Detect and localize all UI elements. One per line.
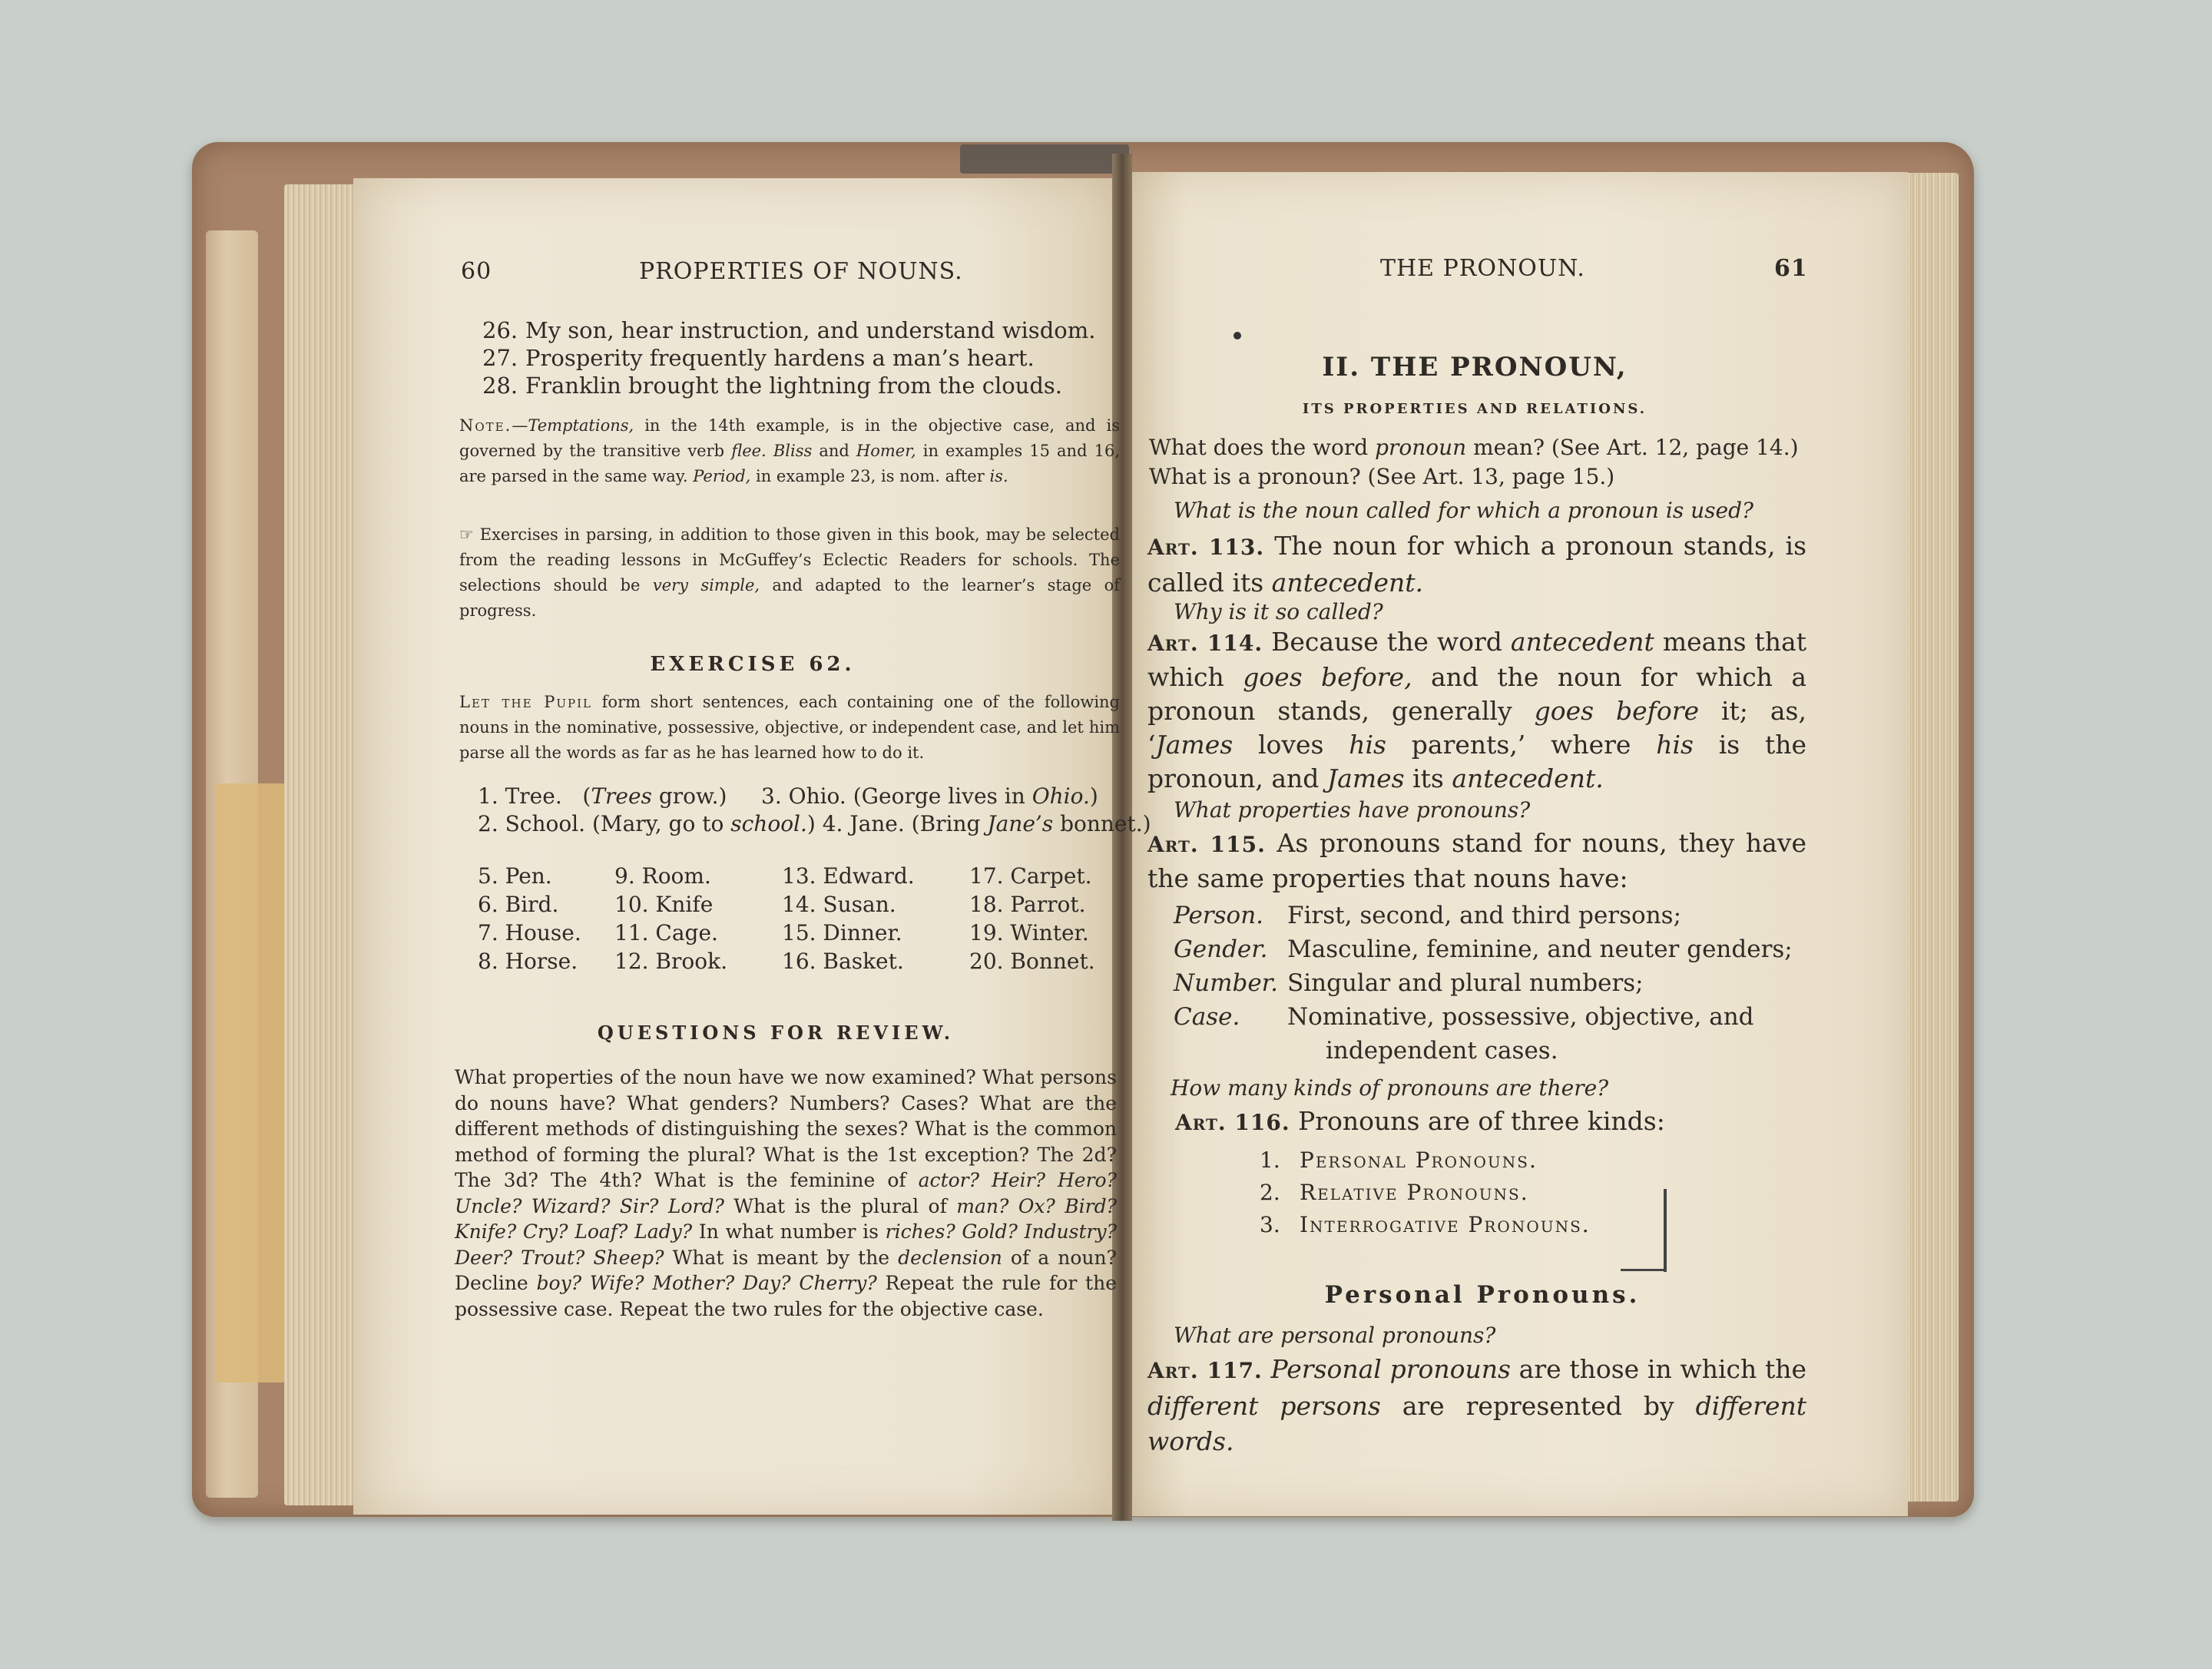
noun-item: 9. Room. (614, 863, 711, 889)
running-head-right: THE PRONOUN. (1380, 255, 1585, 282)
sentence-27: 27. Prosperity frequently hardens a man’s heart. (482, 345, 1035, 371)
question-2: What is a pronoun? (See Art. 13, page 15.) (1149, 464, 1615, 489)
noun-item: 19. Winter. (969, 920, 1089, 945)
property-case: Case. Nominative, possessive, objective, and (1174, 1003, 1754, 1031)
noun-column-4 (969, 862, 1095, 975)
note-paragraph: Note.—Temptations, in the 14th example, is in the objective case, and is governed by the transitive verb flee. Bliss and Homer, in examples 15 and 16, are parsed in the same way. Period, in example 23, is nom. after is. (459, 416, 1120, 485)
pointing-hand-icon: ☞ (459, 525, 474, 544)
exercise-line-2: 2. School. (Mary, go to school.) 4. Jane. (Bring Jane’s bonnet.) (478, 811, 1151, 836)
noun-item: 10. Knife (614, 892, 714, 917)
kind-relative: 2. Relative Pronouns. (1260, 1180, 1529, 1205)
question-5: What properties have pronouns? (1174, 797, 1531, 823)
noun-item: 20. Bonnet. (969, 949, 1095, 974)
parsing-note-paragraph: ☞ Exercises in parsing, in addition to those given in this book, may be selected from the reading lessons in McGuffey’s Eclectic Readers for schools. The selections should be very simple, and adapted to the learner’s stage of progress. (459, 525, 1120, 620)
page-number-left: 60 (461, 258, 492, 285)
question-1: What does the word pronoun mean? (See Art. 12, page 14.) (1149, 435, 1799, 460)
question-4: Why is it so called? (1174, 599, 1383, 624)
right-page-edges (1905, 173, 1959, 1502)
noun-item: 12. Brook. (614, 949, 727, 974)
article-117: Art. 117. Personal pronouns are those in which the different persons are represented by different words. (1147, 1354, 1806, 1456)
noun-item: 16. Basket. (782, 949, 904, 974)
noun-item: 15. Dinner. (782, 920, 902, 945)
noun-item: 14. Susan. (782, 892, 896, 917)
article-113: Art. 113. The noun for which a pronoun stands, is called its antecedent. (1147, 531, 1806, 598)
tape-repair (215, 783, 288, 1383)
noun-item: 11. Cage. (614, 920, 718, 945)
review-title: QUESTIONS FOR REVIEW. (597, 1022, 955, 1044)
noun-item: 17. Carpet. (969, 863, 1092, 889)
noun-column-2 (614, 862, 727, 975)
exercise-line-1: 1. Tree. (Trees grow.) 3. Ohio. (George lives in Ohio.) (478, 783, 1098, 809)
review-paragraph: What properties of the noun have we now examined? What persons do nouns have? What genders? Numbers? Cases? What are the different methods of distinguishing the sexes? What is the common method of forming the plural? What is the 1st exception? The 2d? The 3d? The 4th? What is the feminine of actor? Heir? Hero? Uncle? Wizard? Sir? Lord? What is the plural of man? Ox? Bird? Knife? Cry? Loaf? Lady? In what number is riches? Gold? Industry? Deer? Trout? Sheep? What is meant by the declension of a noun? Decline boy? Wife? Mother? Day? Cherry? Repeat the rule for the possessive case. Repeat the two rules for the objective case. (455, 1066, 1118, 1320)
property-person: Person. First, second, and third persons; (1174, 902, 1682, 929)
ink-dot (1233, 332, 1241, 339)
exercise-title: EXERCISE 62. (650, 653, 856, 676)
kind-interrogative: 3. Interrogative Pronouns. (1260, 1212, 1591, 1237)
article-114: Art. 114. Because the word antecedent means that which goes before, and the noun for which a pronoun stands, generally goes before it; as, ‘James loves his parents,’ where his is the pronoun, and James its antecedent. (1147, 627, 1807, 793)
left-page-edges (284, 184, 357, 1505)
exercise-intro: Let the Pupil form short sentences, each containing one of the following nouns in the nominative, possessive, objective, or independent case, and let him parse all the words as far as he has learned how to do it. (459, 693, 1120, 762)
noun-item: 18. Parrot. (969, 892, 1086, 917)
question-3: What is the noun called for which a pronoun is used? (1174, 498, 1754, 523)
property-gender: Gender. Masculine, feminine, and neuter genders; (1174, 936, 1793, 963)
pencil-bracket-foot (1621, 1269, 1667, 1271)
personal-pronouns-title: Personal Pronouns. (1324, 1281, 1641, 1309)
noun-item: 5. Pen. (478, 863, 552, 889)
kind-personal: 1. Personal Pronouns. (1260, 1147, 1538, 1173)
question-7: What are personal pronouns? (1174, 1323, 1496, 1348)
spine-tear (960, 144, 1129, 174)
question-6: How many kinds of pronouns are there? (1171, 1075, 1609, 1101)
sentence-26: 26. My son, hear instruction, and understand wisdom. (482, 317, 1096, 343)
section-subtitle: ITS PROPERTIES AND RELATIONS. (1302, 401, 1647, 417)
noun-column-3 (782, 862, 915, 975)
article-116: Art. 116. Pronouns are of three kinds: (1175, 1106, 1665, 1136)
noun-item: 6. Bird. (478, 892, 559, 917)
noun-item: 13. Edward. (782, 863, 915, 889)
pencil-bracket (1664, 1189, 1667, 1272)
running-head-left: PROPERTIES OF NOUNS. (639, 258, 963, 285)
page-number-right: 61 (1774, 255, 1808, 282)
noun-item: 8. Horse. (478, 949, 578, 974)
section-title: II. THE PRONOUN, (1322, 352, 1628, 382)
property-case-continued: independent cases. (1326, 1037, 1558, 1065)
article-115: Art. 115. As pronouns stand for nouns, they have the same properties that nouns have: (1147, 828, 1806, 893)
sentence-28: 28. Franklin brought the lightning from the clouds. (482, 373, 1063, 399)
noun-column-1 (478, 862, 581, 975)
noun-item: 7. House. (478, 920, 581, 945)
property-number: Number. Singular and plural numbers; (1174, 969, 1644, 997)
